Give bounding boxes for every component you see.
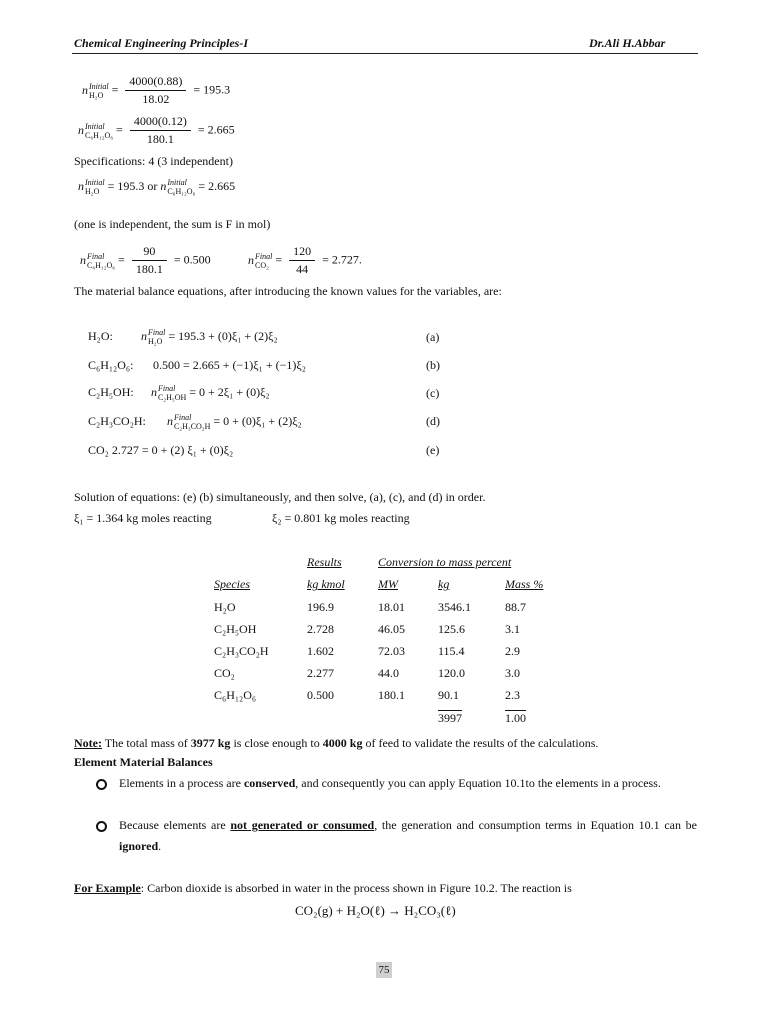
table-cell: C₂H₅OH bbox=[214, 622, 257, 636]
specifications-text: Specifications: 4 (3 independent) bbox=[74, 154, 233, 168]
equation-d: C₂H₃CO₂H: n Final C₂H₃CO₂H = 0 + (0)ξ₁ + (2)ξ₂ bbox=[88, 413, 302, 431]
equation-b: C₆H₁₂O₆: 0.500 = 2.665 + (−1)ξ₁ + (−1)ξ₂ bbox=[88, 358, 306, 372]
table-header-kgkmol: kg kmol bbox=[307, 577, 345, 591]
equation-a: H₂O: n Final H₂O = 195.3 + (0)ξ₁ + (2)ξ₂ bbox=[88, 328, 278, 346]
eq-specifications: n Initial H₂O = 195.3 or n Initial C₆H₁₂O₆ = 2.665 bbox=[78, 178, 236, 196]
equation-d-tag: (d) bbox=[426, 414, 440, 428]
table-header-species: Species bbox=[214, 577, 250, 591]
table-cell: 72.03 bbox=[378, 644, 405, 658]
reaction-equation: CO₂(g) + H₂O(ℓ) → H₂CO₃(ℓ) bbox=[295, 903, 456, 918]
eq-co2-final: n Final CO₂ = $\frac{120}{44}$ = 2.727. bbox=[248, 244, 362, 276]
table-header-mass-pct: Mass % bbox=[505, 577, 544, 591]
table-cell: 196.9 bbox=[307, 600, 334, 614]
header-right: Dr.Ali H.Abbar bbox=[589, 36, 666, 50]
bullet-icon bbox=[96, 779, 107, 790]
equation-c: C₂H₅OH: n Final C₂H₅OH = 0 + 2ξ₁ + (0)ξ₂ bbox=[88, 384, 270, 402]
page-number: 75 bbox=[376, 962, 392, 978]
table-cell: C₂H₃CO₂H bbox=[214, 644, 269, 658]
table-cell: 125.6 bbox=[438, 622, 465, 636]
table-group-conversion: Conversion to mass percent bbox=[378, 555, 512, 569]
equation-e-tag: (e) bbox=[426, 443, 440, 457]
note-paragraph: Note: The total mass of 3977 kg is close enough to 4000 kg of feed to validate the results of the calculations. bbox=[74, 736, 599, 750]
section-title: Element Material Balances bbox=[74, 755, 213, 769]
table-cell: 2.728 bbox=[307, 622, 334, 636]
table-header-kg: kg bbox=[438, 577, 450, 591]
equation-a-tag: (a) bbox=[426, 330, 440, 344]
table-cell: 1.602 bbox=[307, 644, 334, 658]
table-cell: 3.0 bbox=[505, 666, 520, 680]
bullet-1: Elements in a process are conserved, and consequently you can apply Equation 10.1to the elements in a process. bbox=[119, 776, 661, 790]
table-cell: 88.7 bbox=[505, 600, 526, 614]
intro-text: The material balance equations, after introducing the known values for the variables, are: bbox=[74, 284, 502, 298]
table-total-kg: 3997 bbox=[438, 711, 462, 725]
table-cell: H₂O bbox=[214, 600, 236, 614]
table-cell: 3546.1 bbox=[438, 600, 471, 614]
equation-c-tag: (c) bbox=[426, 386, 440, 400]
independent-text: (one is independent, the sum is F in mol) bbox=[74, 217, 271, 231]
table-header-mw: MW bbox=[378, 577, 398, 591]
example-paragraph: For Example: Carbon dioxide is absorbed in water in the process shown in Figure 10.2. The reaction is bbox=[74, 881, 572, 895]
table-cell: 18.01 bbox=[378, 600, 405, 614]
table-cell: 44.0 bbox=[378, 666, 399, 680]
eq-h2o-initial: n Initial H₂O = $\frac{4000(0.88)}{18.02}$ = 195.3 bbox=[82, 74, 231, 106]
table-cell: C₆H₁₂O₆ bbox=[214, 688, 257, 702]
table-cell: 90.1 bbox=[438, 688, 459, 702]
table-cell: 2.9 bbox=[505, 644, 520, 658]
bullet-2: Because elements are not generated or consumed, the generation and consumption terms in Equation 10.1 can be ignored. bbox=[119, 818, 697, 853]
eq-glucose-final: n Final C₆H₁₂O₆ = $\frac{90}{180.1}$ = 0.500 bbox=[80, 244, 211, 276]
table-cell: 3.1 bbox=[505, 622, 520, 636]
equation-b-tag: (b) bbox=[426, 358, 440, 372]
table-group-results: Results bbox=[307, 555, 342, 569]
header-rule bbox=[72, 53, 698, 54]
xi1-value: ξ₁ = 1.364 kg moles reacting bbox=[74, 511, 212, 525]
table-cell: 120.0 bbox=[438, 666, 465, 680]
xi2-value: ξ₂ = 0.801 kg moles reacting bbox=[272, 511, 410, 525]
table-cell: 46.05 bbox=[378, 622, 405, 636]
header-left: Chemical Engineering Principles-I bbox=[74, 36, 249, 50]
bullet-icon bbox=[96, 821, 107, 832]
table-cell: CO₂ bbox=[214, 666, 235, 680]
solution-line: Solution of equations: (e) (b) simultaneously, and then solve, (a), (c), and (d) in order. bbox=[74, 490, 486, 504]
table-cell: 2.3 bbox=[505, 688, 520, 702]
table-cell: 0.500 bbox=[307, 688, 334, 702]
table-cell: 2.277 bbox=[307, 666, 334, 680]
table-cell: 115.4 bbox=[438, 644, 465, 658]
table-total-pct: 1.00 bbox=[505, 711, 526, 725]
eq-glucose-initial: n Initial C₆H₁₂O₆ = $\frac{4000(0.12)}{180.1}$ = 2.665 bbox=[78, 114, 235, 146]
table-cell: 180.1 bbox=[378, 688, 405, 702]
equation-e: CO₂ 2.727 = 0 + (2) ξ₁ + (0)ξ₂ bbox=[88, 443, 234, 457]
